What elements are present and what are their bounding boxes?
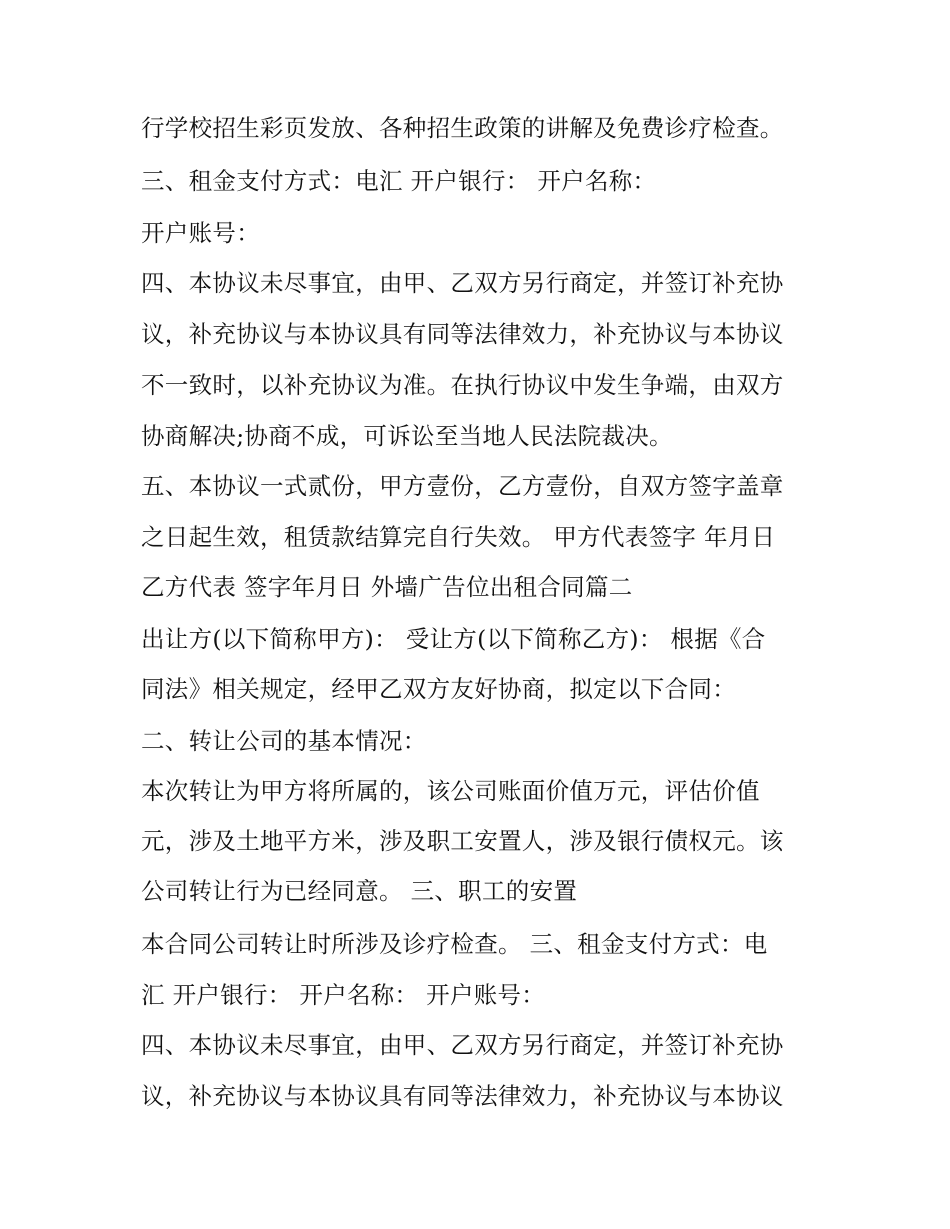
text-line: 四、本协议未尽事宜，由甲、乙双方另行商定，并签订补充协 <box>141 269 784 297</box>
text-line: 元，涉及土地平方米，涉及职工安置人，涉及银行债权元。该 <box>141 827 784 855</box>
text-line: 三、租金支付方式：电汇 开户银行： 开户名称： <box>141 167 657 195</box>
text-line: 本次转让为甲方将所属的，该公司账面价值万元，评估价值 <box>141 777 760 805</box>
text-line: 出让方(以下简称甲方)： 受让方(以下简称乙方)： 根据《合 <box>141 625 766 653</box>
text-line: 议，补充协议与本协议具有同等法律效力，补充协议与本协议 <box>141 1082 784 1110</box>
text-line: 五、本协议一式贰份，甲方壹份，乙方壹份，自双方签字盖章 <box>141 472 784 500</box>
text-line: 之日起生效，租赁款结算完自行失效。 甲方代表签字 年月日 <box>141 523 776 551</box>
text-line: 四、本协议未尽事宜，由甲、乙双方另行商定，并签订补充协 <box>141 1031 784 1059</box>
text-line: 二、转让公司的基本情况： <box>141 727 427 755</box>
text-line: 协商解决;协商不成，可诉讼至当地人民法院裁决。 <box>141 422 673 450</box>
text-line: 不一致时，以补充协议为准。在执行协议中发生争端，由双方 <box>141 371 784 399</box>
text-line: 公司转让行为已经同意。 三、职工的安置 <box>141 877 578 905</box>
text-line: 行学校招生彩页发放、各种招生政策的讲解及免费诊疗检查。 <box>141 114 784 142</box>
text-line: 同法》相关规定，经甲乙双方友好协商，拟定以下合同： <box>141 675 736 703</box>
text-line: 议，补充协议与本协议具有同等法律效力，补充协议与本协议 <box>141 320 784 348</box>
text-line: 开户账号： <box>141 219 260 247</box>
text-line: 汇 开户银行： 开户名称： 开户账号： <box>141 981 546 1009</box>
text-line: 本合同公司转让时所涉及诊疗检查。 三、租金支付方式：电 <box>141 930 768 958</box>
text-line: 乙方代表 签字年月日 外墙广告位出租合同篇二 <box>141 573 633 601</box>
